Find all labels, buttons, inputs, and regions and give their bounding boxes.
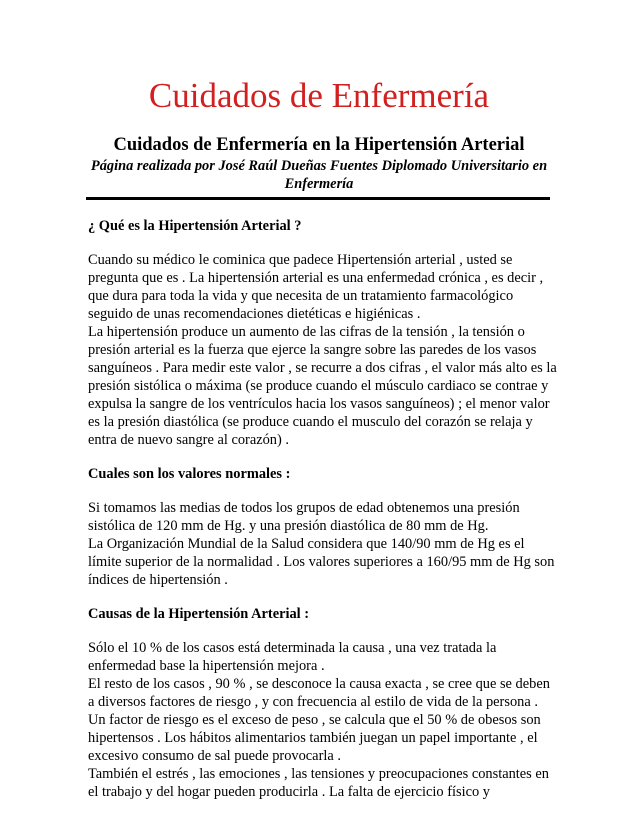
paragraph-line: presión arterial es la fuerza que ejerce la sangre sobre las paredes de los vasos bbox=[88, 342, 537, 358]
paragraph-line: el trabajo y del hogar pueden producirla . La falta de ejercicio físico y bbox=[88, 784, 490, 800]
article-body bbox=[88, 205, 558, 801]
section-heading: Cuales son los valores normales : bbox=[88, 466, 291, 482]
paragraph-line: entra de nuevo sangre al corazón) . bbox=[88, 432, 289, 448]
paragraph-line: hipertensos . Los hábitos alimentarios también juegan un papel importante , el bbox=[88, 730, 538, 746]
section-paragraph bbox=[88, 639, 558, 801]
paragraph-line: enfermedad base la hipertensión mejora . bbox=[88, 658, 325, 674]
header-divider bbox=[86, 197, 550, 200]
paragraph-line: sanguíneos . Para medir este valor , se recurre a dos cifras , el valor más alto es la bbox=[88, 360, 557, 376]
document-subtitle: Cuidados de Enfermería en la Hipertensión Arterial bbox=[113, 135, 525, 155]
paragraph-line: excesivo consumo de sal puede provocarla . bbox=[88, 748, 341, 764]
paragraph-line: es la presión diastólica (se produce cuando el musculo del corazón se relaja y bbox=[88, 414, 533, 430]
section-paragraph bbox=[88, 251, 558, 449]
paragraph-line: que dura para toda la vida y que necesita de un tratamiento farmacológico bbox=[88, 288, 514, 304]
paragraph-line: También el estrés , las emociones , las tensiones y preocupaciones constantes en bbox=[88, 766, 549, 782]
paragraph-line: La hipertensión produce un aumento de las cifras de la tensión , la tensión o bbox=[88, 324, 525, 340]
section-paragraph bbox=[88, 499, 558, 589]
section-heading: ¿ Qué es la Hipertensión Arterial ? bbox=[88, 218, 302, 234]
paragraph-line: índices de hipertensión . bbox=[88, 572, 228, 588]
paragraph-line: límite superior de la normalidad . Los valores superiores a 160/95 mm de Hg son bbox=[88, 554, 555, 570]
page-title: Cuidados de Enfermería bbox=[148, 76, 490, 115]
paragraph-line: Sólo el 10 % de los casos está determinada la causa , una vez tratada la bbox=[88, 640, 497, 656]
paragraph-line: Un factor de riesgo es el exceso de peso , se calcula que el 50 % de obesos son bbox=[88, 712, 541, 728]
paragraph-line: El resto de los casos , 90 % , se desconoce la causa exacta , se cree que se deben bbox=[88, 676, 550, 692]
paragraph-line: seguido de unas recomendaciones dietéticas e higiénicas . bbox=[88, 306, 421, 322]
paragraph-line: expulsa la sangre de los ventrículos hacia los vasos sanguíneos) ; el menor valor bbox=[88, 396, 550, 412]
paragraph-line: Cuando su médico le cominica que padece Hipertensión arterial , usted se bbox=[88, 252, 513, 268]
paragraph-line: presión sistólica o máxima (se produce cuando el músculo cardiaco se contrae y bbox=[88, 378, 549, 394]
paragraph-line: Si tomamos las medias de todos los grupos de edad obtenemos una presión bbox=[88, 500, 520, 516]
author-credit-line-1: Página realizada por José Raúl Dueñas Fuentes Diplomado Universitario en bbox=[90, 158, 548, 174]
paragraph-line: La Organización Mundial de la Salud considera que 140/90 mm de Hg es el bbox=[88, 536, 525, 552]
paragraph-line: a diversos factores de riesgo , y con frecuencia al estilo de vida de la persona . bbox=[88, 694, 538, 710]
author-credit-line-2: Enfermería bbox=[284, 176, 354, 192]
paragraph-line: pregunta que es . La hipertensión arterial es una enfermedad crónica , es decir , bbox=[88, 270, 544, 286]
section-heading: Causas de la Hipertensión Arterial : bbox=[88, 606, 310, 622]
paragraph-line: sistólica de 120 mm de Hg. y una presión diastólica de 80 mm de Hg. bbox=[88, 518, 489, 534]
author-credit bbox=[86, 157, 552, 193]
